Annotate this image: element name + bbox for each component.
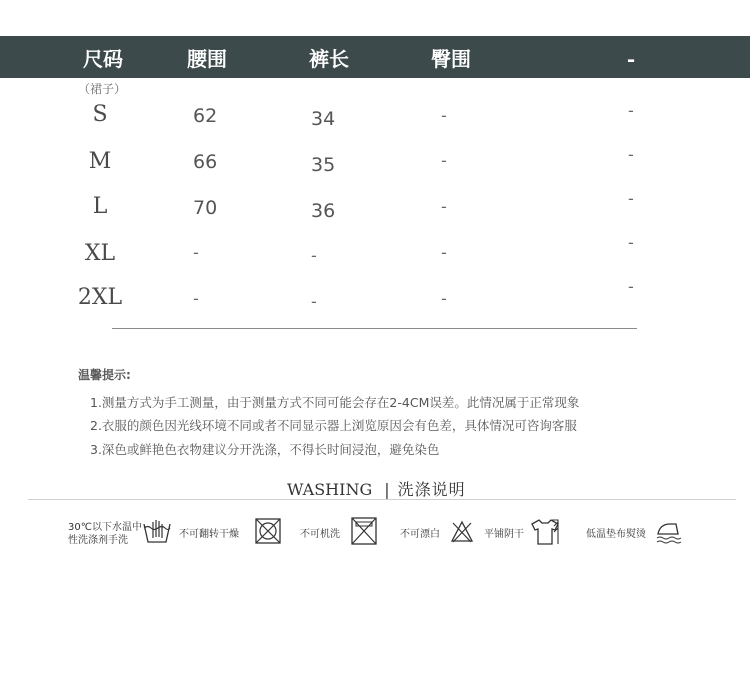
washing-title-cn: 洗涤说明 bbox=[397, 480, 466, 499]
row-2xl-extra: - bbox=[628, 277, 634, 296]
low-iron-with-cloth-icon bbox=[656, 520, 682, 544]
hand-wash-icon bbox=[142, 516, 172, 546]
row-xl-hip: - bbox=[441, 243, 447, 262]
row-s-hip: - bbox=[441, 106, 447, 125]
row-m-waist: 66 bbox=[193, 151, 218, 173]
row-size-xl: XL bbox=[84, 241, 116, 266]
row-2xl-waist: - bbox=[193, 289, 199, 308]
tip-item: 3.深色或鲜艳色衣物建议分开洗涤，不得长时间浸泡，避免染色 bbox=[90, 442, 440, 457]
row-s-waist: 62 bbox=[193, 105, 218, 127]
care-text-line: 30℃以下水温中 bbox=[68, 522, 142, 533]
header-waist: 腰围 bbox=[187, 47, 227, 71]
header-size: 尺码 bbox=[83, 47, 123, 71]
no-bleach-icon bbox=[450, 520, 474, 544]
row-xl-length: - bbox=[311, 246, 317, 265]
row-2xl-length: - bbox=[311, 292, 317, 311]
row-size-2xl: 2XL bbox=[77, 285, 123, 310]
flat-dry-shade-icon bbox=[530, 518, 560, 546]
row-s-extra: - bbox=[628, 101, 634, 120]
size-note: （裙子） bbox=[78, 82, 127, 96]
header-hip: 臀围 bbox=[431, 47, 471, 71]
header-extra: - bbox=[626, 47, 636, 71]
washing-title bbox=[287, 477, 466, 500]
row-xl-waist: - bbox=[193, 243, 199, 262]
care-text-low-iron: 低温垫布熨烫 bbox=[586, 529, 646, 540]
row-xl-extra: - bbox=[628, 233, 634, 252]
row-l-hip: - bbox=[441, 197, 447, 216]
tips-title: 温馨提示: bbox=[78, 368, 131, 382]
table-divider bbox=[112, 328, 637, 329]
care-text-no-tumble: 不可翻转干燥 bbox=[179, 529, 239, 540]
care-text-hand-wash bbox=[68, 521, 142, 547]
row-s-length: 34 bbox=[311, 108, 336, 130]
row-size-m: M bbox=[88, 149, 112, 174]
row-l-waist: 70 bbox=[193, 197, 218, 219]
row-size-s: S bbox=[92, 102, 108, 127]
tip-item: 1.测量方式为手工测量，由于测量方式不同可能会存在2-4CM误差。此情况属于正常现象 bbox=[90, 395, 580, 410]
row-2xl-hip: - bbox=[441, 289, 447, 308]
care-text-flat-dry: 平铺阴干 bbox=[484, 529, 524, 540]
care-text-no-machine-wash: 不可机洗 bbox=[300, 529, 340, 540]
row-m-hip: - bbox=[441, 151, 447, 170]
tip-item: 2.衣服的颜色因光线环境不同或者不同显示器上浏览原因会有色差，具体情况可咨询客服 bbox=[90, 418, 577, 433]
row-m-length: 35 bbox=[311, 154, 336, 176]
row-l-length: 36 bbox=[311, 200, 336, 222]
care-text-no-bleach: 不可漂白 bbox=[400, 529, 440, 540]
washing-title-separator: | bbox=[384, 480, 390, 499]
no-tumble-dry-icon bbox=[254, 517, 282, 545]
no-machine-wash-icon bbox=[350, 516, 378, 546]
header-length: 裤长 bbox=[309, 47, 349, 71]
row-size-l: L bbox=[92, 194, 108, 219]
washing-title-en: WASHING bbox=[287, 480, 373, 499]
size-table-header bbox=[0, 36, 750, 78]
washing-divider bbox=[28, 499, 736, 500]
row-m-extra: - bbox=[628, 145, 634, 164]
care-text-line: 性洗涤剂手洗 bbox=[68, 535, 128, 546]
row-l-extra: - bbox=[628, 189, 634, 208]
